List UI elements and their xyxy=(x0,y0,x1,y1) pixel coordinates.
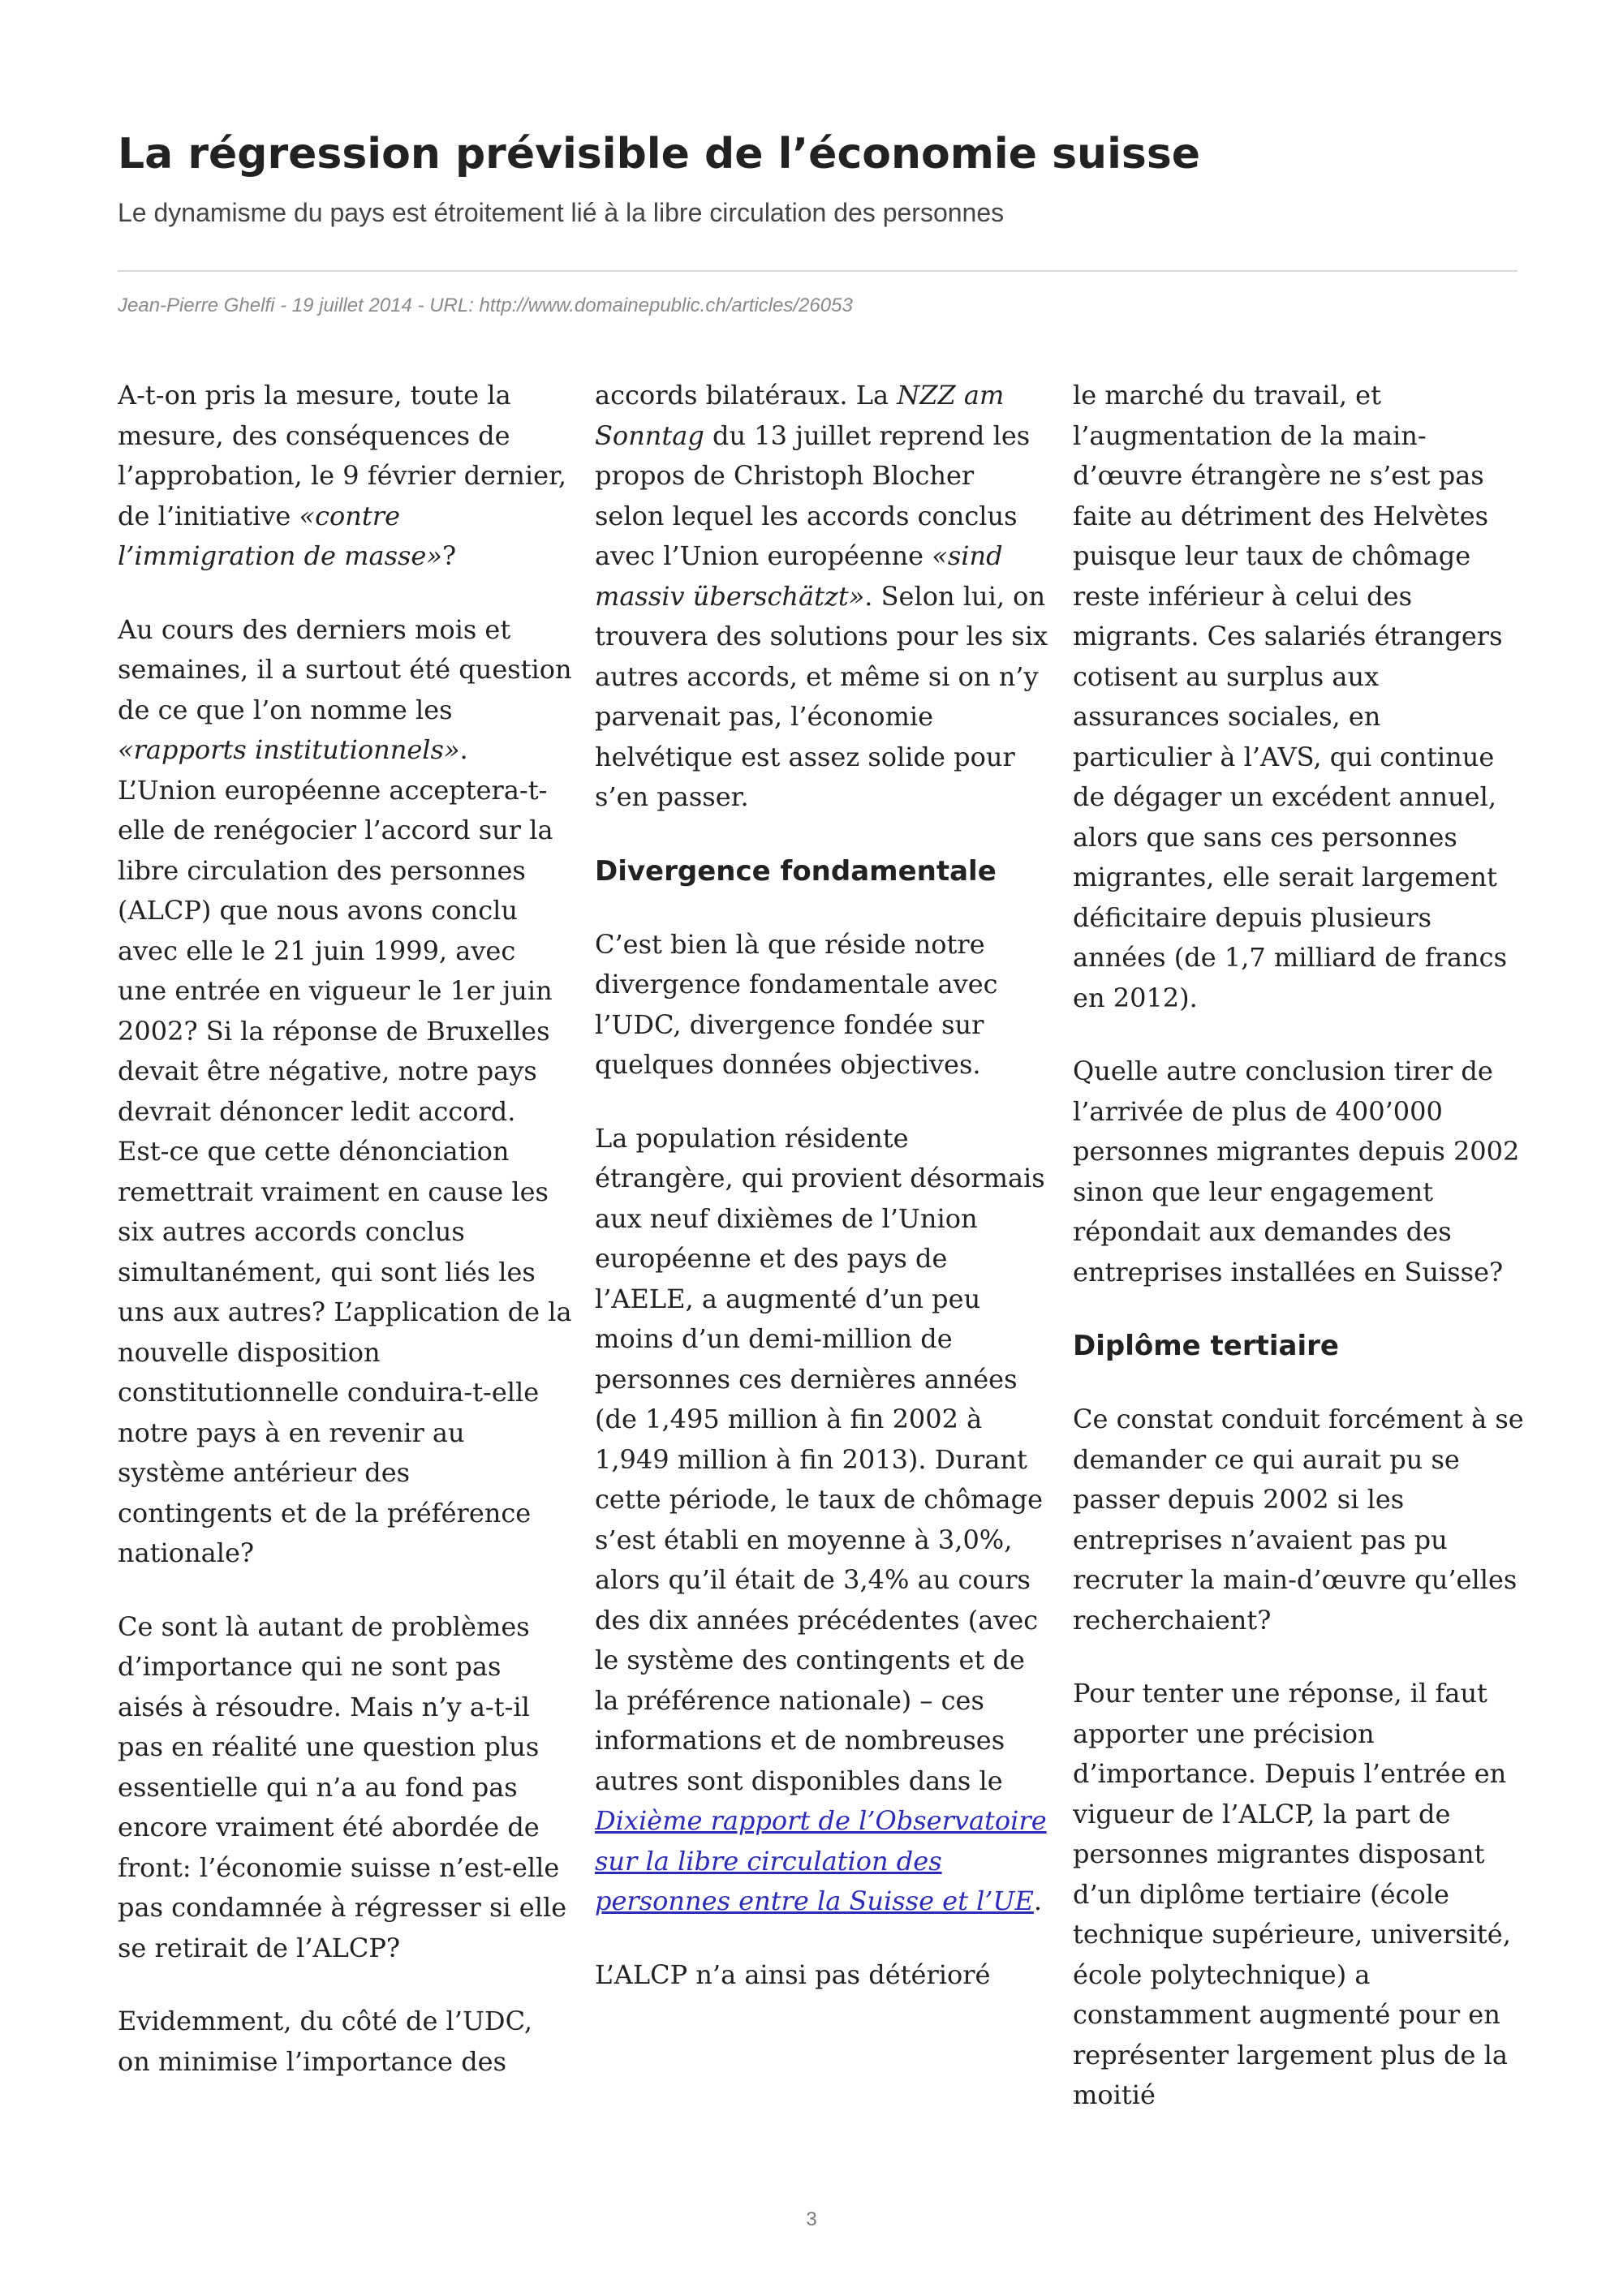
text: ? xyxy=(441,540,457,571)
paragraph: Ce constat conduit forcément à se demander ce qui aurait pu se passer depuis 2002 si les entreprises n’avaient pas pu recruter la main-d’œuvre qu’elles recherchaient? xyxy=(1073,1404,1524,1636)
byline: Jean-Pierre Ghelfi - 19 juillet 2014 - URL: http://www.domainepublic.ch/articles/26053 xyxy=(118,295,853,316)
text: du 13 juillet reprend les propos de Christoph Blocher selon lequel les accords conclus avec l’Union européenne xyxy=(595,419,1031,571)
paragraph xyxy=(118,610,572,1574)
text: . xyxy=(1033,1885,1043,1916)
page-number: 3 xyxy=(806,2208,817,2230)
text: La population résidente étrangère, qui provient désormais aux neuf dixièmes de l’Union européenne et des pays de l’AELE, a augmenté d’un peu moins d’un demi-million de personnes ces dernières années (de 1,495 million à fin 2002 à 1,949 million à fin 2013). Durant cette période, le taux de chômage s’est établi en moyenne à 3,0%, alors qu’il était de 3,4% au cours des dix années précédentes (avec le système des contingents et de la préférence nationale) – ces informations et de nombreuses autres sont disponibles dans le xyxy=(595,1122,1045,1796)
paragraph: Pour tenter une réponse, il faut apporter une précision d’importance. Depuis l’entrée en vigueur de l’ALCP, la part de personnes migrantes disposant d’un diplôme tertiaire (école technique supérieure, université, école polytechnique) a constamment augmenté pour en représenter largement plus de la moitié xyxy=(1073,1678,1511,2110)
column-2 xyxy=(595,376,1049,2177)
text: . Selon lui, on trouvera des solutions pour les six autres accords, et même si on n’y parvenait pas, l’économie helvétique est assez solide pour s’en passer. xyxy=(595,580,1048,812)
text: . L’Union européenne acceptera-t-elle de renégocier l’accord sur la libre circulation des personnes (ALCP) que nous avons conclu avec elle le 21 juin 1999, avec une entrée en vigueur le 1er juin 2002? Si la réponse de Bruxelles devait être négative, notre pays devrait dénoncer ledit accord. Est-ce que cette dénonciation remettrait vraiment en cause les six autres accords conclus simultanément, qui sont liés les uns aux autres? L’application de la nouvelle disposition constitutionnelle conduira-t-elle notre pays à en revenir au système antérieur des contingents et de la préférence nationale? xyxy=(118,734,572,1568)
text: Au cours des derniers mois et semaines, il a surtout été question de ce que l’on nomme les xyxy=(118,613,572,725)
section-heading: Diplôme tertiaire xyxy=(1073,1330,1339,1362)
header-divider xyxy=(118,270,1518,272)
emphasis: «contre l’immigration de masse» xyxy=(118,500,442,571)
page-title: La régression prévisible de l’économie suisse xyxy=(118,130,1201,178)
paragraph: Ce sont là autant de problèmes d’importance qui ne sont pas aisés à résoudre. Mais n’y a-t-il pas en réalité une question plus essentielle qui n’a au fond pas encore vraiment été abordée de front: l’économie suisse n’est-elle pas condamnée à régresser si elle se retirait de l’ALCP? xyxy=(118,1610,567,1963)
paragraph: L’ALCP n’a ainsi pas détérioré xyxy=(595,1958,991,1990)
emphasis: «rapports institutionnels» xyxy=(118,734,460,765)
paragraph xyxy=(118,376,572,577)
emphasis: «sind massiv überschätzt» xyxy=(595,540,1003,612)
subtitle: Le dynamisme du pays est étroitement lié à la libre circulation des personnes xyxy=(118,198,1005,227)
text: accords bilatéraux. La xyxy=(595,380,898,411)
column-1 xyxy=(118,376,572,2177)
report-link[interactable]: Dixième rapport de l’Observatoire sur la libre circulation des personnes entre la Suisse et l’UE xyxy=(595,1805,1047,1916)
paragraph xyxy=(595,376,1049,818)
paragraph: Evidemment, du côté de l’UDC, on minimise l’importance des xyxy=(118,2006,533,2077)
paragraph xyxy=(595,1119,1049,1922)
emphasis: NZZ am Sonntag xyxy=(595,380,1005,451)
section-heading: Divergence fondamentale xyxy=(595,854,997,888)
paragraph: Quelle autre conclusion tirer de l’arrivée de plus de 400’000 personnes migrantes depuis 2002 sinon que leur engagement répondait aux demandes des entreprises installées en Suisse? xyxy=(1073,1056,1520,1288)
paragraph: C’est bien là que réside notre divergence fondamentale avec l’UDC, divergence fondée sur quelques données objectives. xyxy=(595,928,998,1080)
column-3 xyxy=(1073,376,1527,2177)
paragraph: le marché du travail, et l’augmentation de la main-d’œuvre étrangère ne s’est pas faite au détriment des Helvètes puisque leur taux de chômage reste inférieur à celui des migrants. Ces salariés étrangers cotisent au surplus aux assurances sociales, en particulier à l’AVS, qui continue de dégager un excédent annuel, alors que sans ces personnes migrantes, elle serait largement déficitaire depuis plusieurs années (de 1,7 milliard de francs en 2012). xyxy=(1073,380,1507,1013)
text: A-t-on pris la mesure, toute la mesure, des conséquences de l’approbation, le 9 février dernier, de l’initiative xyxy=(118,380,567,531)
